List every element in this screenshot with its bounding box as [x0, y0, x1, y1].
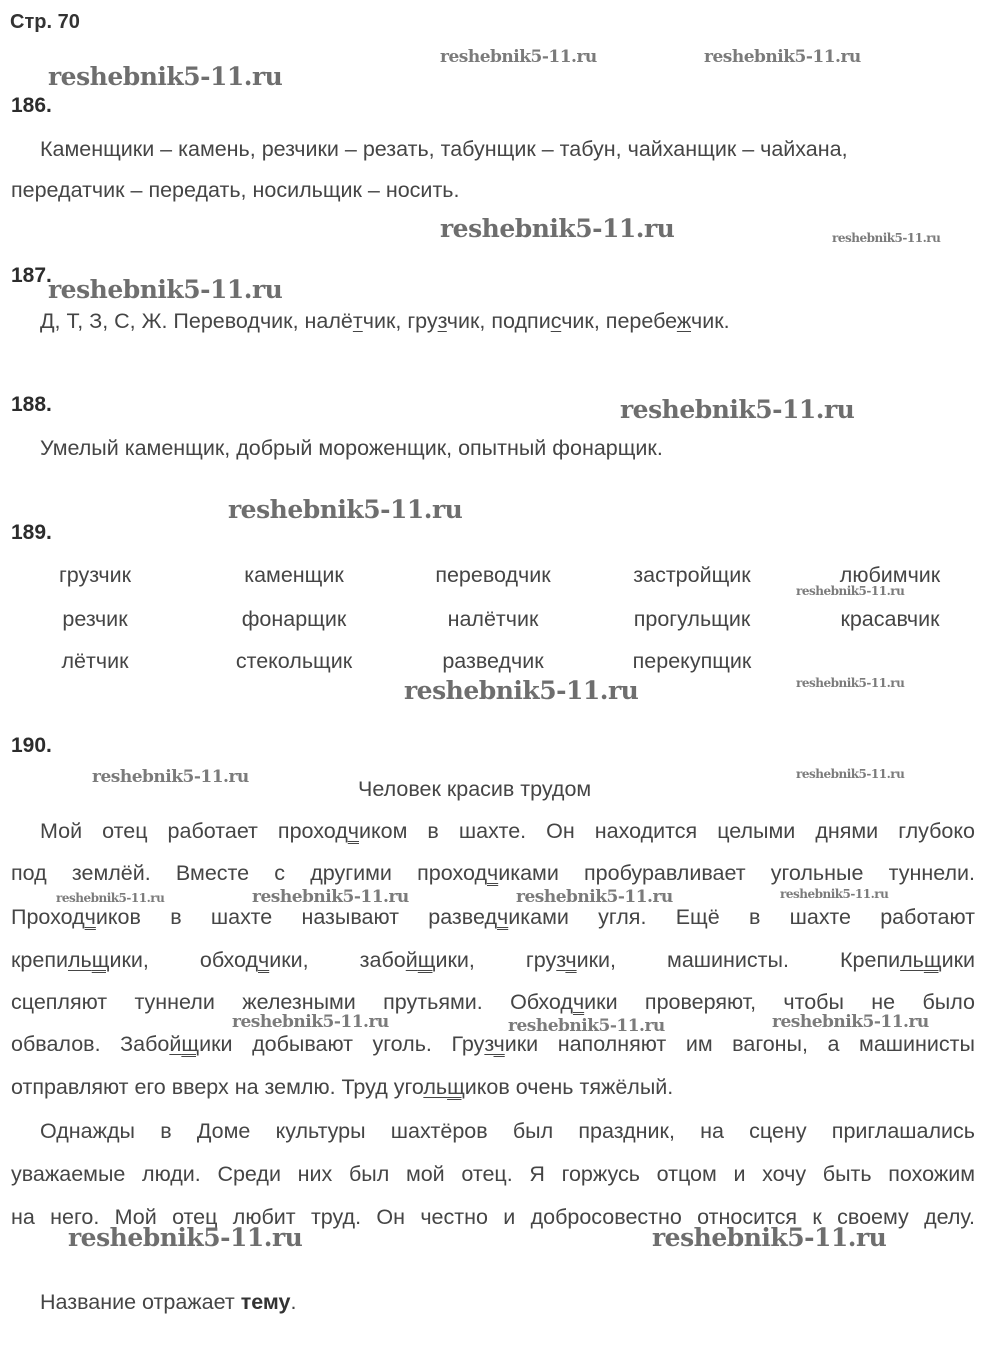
essay-p2-line-2: уважаемые люди. Среди них был мой отец. Я горжусь отцом и хочу быть похожим: [11, 1162, 975, 1186]
watermark: reshebnik5-11.ru: [440, 47, 597, 67]
table-cell: красавчик: [840, 607, 940, 631]
table-cell: лётчик: [61, 649, 129, 673]
watermark: reshebnik5-11.ru: [652, 1223, 887, 1252]
ex186-line-1: Каменщики – камень, резчики – резать, табунщик – табун, чайханщик – чайхана,: [40, 137, 848, 161]
page-label: Стр. 70: [10, 11, 80, 33]
watermark: reshebnik5-11.ru: [704, 47, 861, 67]
essay-line-1: Мой отец работает проходчиком в шахте. Он находится целыми днями глубоко: [40, 819, 975, 843]
essay-line-4: крепильщики, обходчики, забойщики, грузчики, машинисты. Крепильщики: [11, 948, 975, 972]
watermark: reshebnik5-11.ru: [232, 1012, 389, 1032]
table-cell: фонарщик: [241, 607, 347, 631]
exercise-number-189: 189.: [11, 521, 52, 544]
watermark: reshebnik5-11.ru: [252, 887, 409, 907]
exercise-number-187: 187.: [11, 264, 52, 287]
watermark: reshebnik5-11.ru: [780, 887, 889, 901]
watermark: reshebnik5-11.ru: [404, 676, 639, 705]
table-cell: разведчик: [442, 649, 544, 673]
essay-line-6: обвалов. Забойщики добывают уголь. Грузчики наполняют им вагоны, а машинисты: [11, 1032, 975, 1056]
essay-title: Человек красив трудом: [358, 777, 592, 801]
watermark: reshebnik5-11.ru: [228, 495, 463, 524]
watermark: reshebnik5-11.ru: [796, 676, 905, 690]
watermark: reshebnik5-11.ru: [92, 767, 249, 787]
ex187-word: налётчик,: [304, 309, 402, 333]
table-cell: застройщик: [633, 563, 751, 587]
watermark: reshebnik5-11.ru: [620, 395, 855, 424]
ex187-word: грузчик,: [407, 309, 486, 333]
watermark: reshebnik5-11.ru: [796, 767, 905, 781]
watermark: reshebnik5-11.ru: [508, 1016, 665, 1036]
ex187-word: подписчик,: [491, 309, 600, 333]
table-cell: прогульщик: [633, 607, 751, 631]
essay-line-5: сцепляют туннели железными прутьями. Обходчики проверяют, чтобы не было: [11, 990, 975, 1014]
essay-p2-line-1: Однажды в Доме культуры шахтёров был праздник, на сцену приглашались: [40, 1119, 975, 1143]
ex187-word: Переводчик,: [173, 309, 299, 333]
essay-line-3: Проходчиков в шахте называют разведчиками угля. Ещё в шахте работают: [11, 905, 975, 929]
ex187-word: перебежчик.: [605, 309, 730, 333]
watermark: reshebnik5-11.ru: [440, 214, 675, 243]
ex188-text: Умелый каменщик, добрый мороженщик, опытный фонарщик.: [40, 436, 663, 460]
table-cell: переводчик: [435, 563, 551, 587]
watermark: reshebnik5-11.ru: [772, 1012, 929, 1032]
watermark: reshebnik5-11.ru: [796, 584, 905, 598]
watermark: reshebnik5-11.ru: [56, 891, 165, 905]
watermark: reshebnik5-11.ru: [516, 887, 673, 907]
conclusion: Название отражает тему.: [40, 1290, 297, 1314]
essay-line-2: под землёй. Вместе с другими проходчиками пробуравливает угольные туннели.: [11, 861, 975, 885]
watermark: reshebnik5-11.ru: [48, 62, 283, 91]
ex186-line-2: передатчик – передать, носильщик – носить.: [11, 178, 460, 202]
ex187-text: [40, 309, 730, 334]
ex187-letters: Д, Т, З, С, Ж.: [40, 309, 168, 333]
exercise-number-186: 186.: [11, 94, 52, 117]
table-cell: стекольщик: [235, 649, 353, 673]
exercise-number-188: 188.: [11, 393, 52, 416]
table-cell: перекупщик: [632, 649, 752, 673]
essay-p2-line-3: на него. Мой отец любит труд. Он честно и добросовестно относится к своему делу.: [11, 1205, 975, 1229]
exercise-number-190: 190.: [11, 734, 52, 757]
conclusion-keyword: тему: [240, 1290, 291, 1314]
table-cell: налётчик: [447, 607, 539, 631]
watermark: reshebnik5-11.ru: [68, 1223, 303, 1252]
watermark: reshebnik5-11.ru: [832, 231, 941, 245]
table-cell: грузчик: [58, 563, 132, 587]
essay-line-7: отправляют его вверх на землю. Труд угольщиков очень тяжёлый.: [11, 1075, 674, 1099]
table-cell: любимчик: [839, 563, 941, 587]
table-cell: каменщик: [244, 563, 344, 587]
watermark: reshebnik5-11.ru: [48, 275, 283, 304]
table-cell: резчик: [62, 607, 128, 631]
